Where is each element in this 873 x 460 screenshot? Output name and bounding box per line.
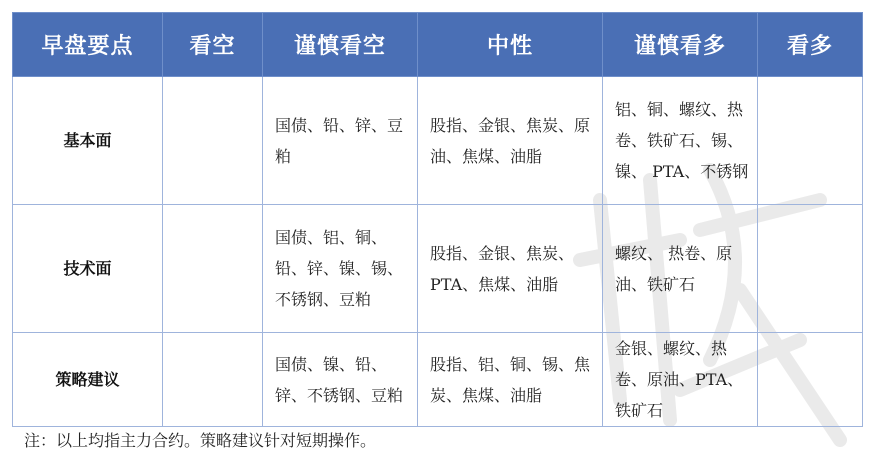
cell-cautious-bearish: 国债、铝、铜、铅、锌、镍、锡、 不锈钢、豆粕 [263, 205, 418, 333]
header-bullish: 看多 [758, 13, 863, 77]
cell-bullish [758, 333, 863, 427]
row-label-technicals: 技术面 [13, 205, 163, 333]
cell-cautious-bullish: 金银、螺纹、热卷、原油、PTA、铁矿石 [603, 333, 758, 427]
cell-bullish [758, 205, 863, 333]
cell-cautious-bullish: 铝、铜、螺纹、热卷、铁矿石、锡、镍、 PTA、不锈钢 [603, 77, 758, 205]
row-label-fundamentals: 基本面 [13, 77, 163, 205]
table-row-fundamentals [13, 77, 863, 205]
cell-cautious-bearish: 国债、镍、铅、锌、不锈钢、豆粕 [263, 333, 418, 427]
table-row-technicals [13, 205, 863, 333]
header-cautious-bullish: 谨慎看多 [603, 13, 758, 77]
header-bearish: 看空 [163, 13, 263, 77]
footnote: 注：以上均指主力合约。策略建议针对短期操作。 [24, 431, 377, 450]
table-row-strategy [13, 333, 863, 427]
cell-bearish [163, 205, 263, 333]
cell-bullish [758, 77, 863, 205]
cell-neutral: 股指、金银、焦炭、原油、焦煤、油脂 [418, 77, 603, 205]
header-neutral: 中性 [418, 13, 603, 77]
cell-cautious-bearish: 国债、铅、锌、豆粕 [263, 77, 418, 205]
cell-neutral: 股指、铝、铜、锡、焦炭、焦煤、油脂 [418, 333, 603, 427]
cell-neutral: 股指、金银、焦炭、PTA、焦煤、油脂 [418, 205, 603, 333]
header-row [13, 13, 863, 77]
cell-bearish [163, 333, 263, 427]
header-morning-points: 早盘要点 [13, 13, 163, 77]
cell-cautious-bullish: 螺纹、 热卷、原油、铁矿石 [603, 205, 758, 333]
cell-bearish [163, 77, 263, 205]
strategy-table [12, 12, 863, 427]
header-cautious-bearish: 谨慎看空 [263, 13, 418, 77]
row-label-strategy: 策略建议 [13, 333, 163, 427]
